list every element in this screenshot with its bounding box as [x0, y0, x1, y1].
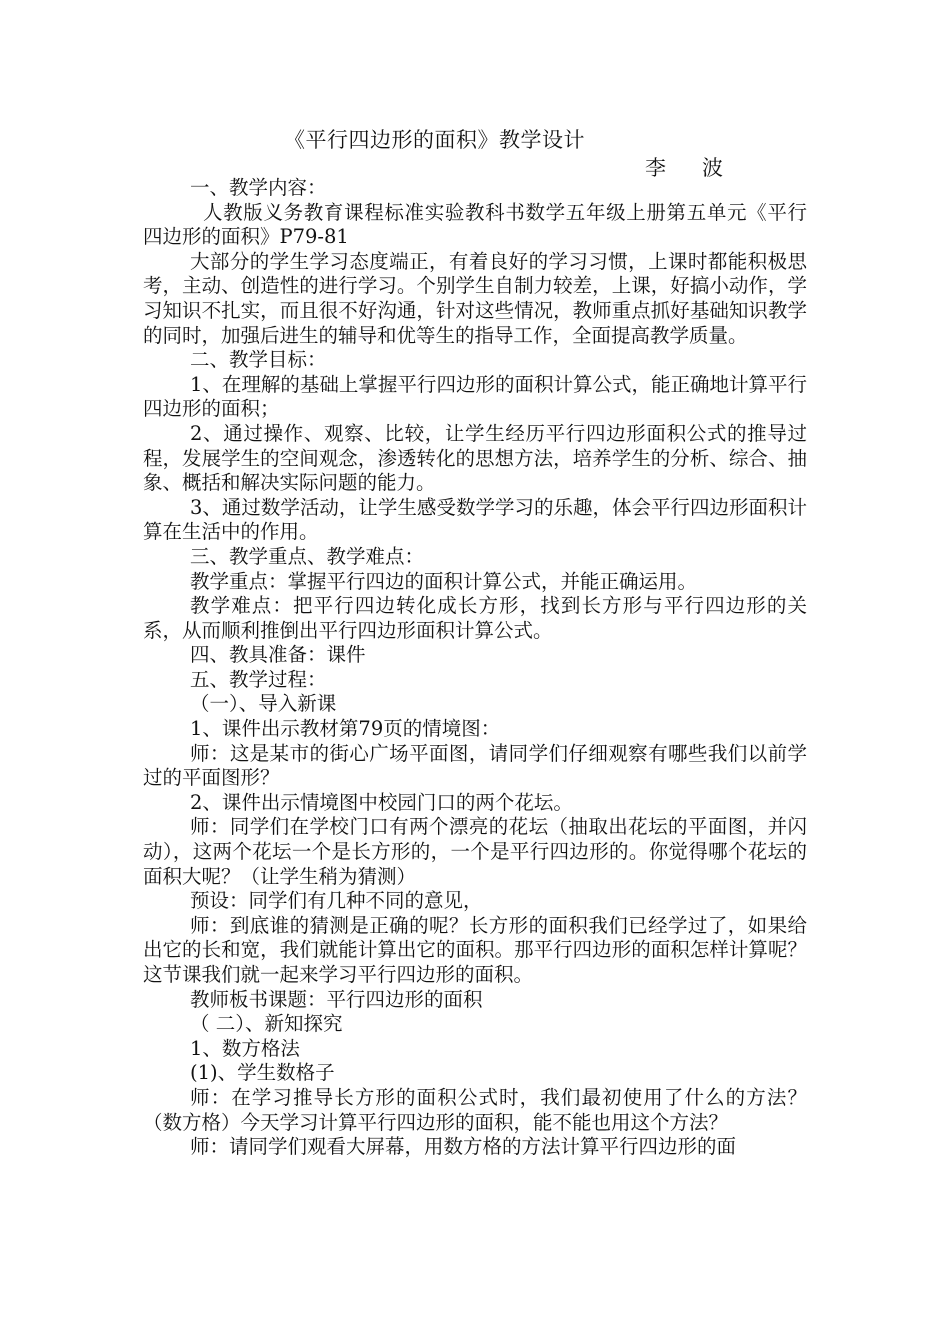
- paragraph: 大部分的学生学习态度端正，有着良好的学习习惯，上课时都能积极思考，主动、创造性的进行学习。个别学生自制力较差，上课，好搞小动作，学习知识不扎实，而且很不好沟通，针对这些情况，教师重点抓好基础知识教学的同时，加强后进生的辅导和优等生的指导工作，全面提高教学质量。: [143, 249, 807, 347]
- paragraph: 师：请同学们观看大屏幕，用数方格的方法计算平行四边形的面: [190, 1135, 737, 1159]
- paragraph: 五、教学过程：: [190, 667, 327, 691]
- paragraph: 三、教学重点、教学难点：: [190, 544, 425, 568]
- paragraph: 2、通过操作、观察、比较，让学生经历平行四边形面积公式的推导过程，发展学生的空间观念，渗透转化的思想方法，培养学生的分析、综合、抽象、概括和解决实际问题的能力。: [143, 421, 807, 495]
- paragraph: 师：在学习推导长方形的面积公式时，我们最初使用了什么的方法？（数方格）今天学习计算平行四边形的面积，能不能也用这个方法？: [143, 1085, 807, 1134]
- document-title: 《平行四边形的面积》教学设计: [284, 128, 585, 152]
- document-body: [143, 176, 807, 1160]
- paragraph: 1、课件出示教材第79页的情境图：: [190, 717, 501, 741]
- paragraph: 教师板书课题：平行四边形的面积: [190, 987, 483, 1011]
- paragraph: 1、在理解的基础上掌握平行四边形的面积计算公式，能正确地计算平行四边形的面积；: [143, 372, 807, 421]
- paragraph: 师：到底谁的猜测是正确的呢？长方形的面积我们已经学过了，如果给出它的长和宽，我们就能计算出它的面积。那平行四边形的面积怎样计算呢？这节课我们就一起来学习平行四边形的面积。: [143, 913, 807, 986]
- paragraph: 二、教学目标：: [190, 348, 327, 372]
- paragraph: 3、通过数学活动，让学生感受数学学习的乐趣，体会平行四边形面积计算在生活中的作用。: [143, 495, 807, 544]
- paragraph: 师：这是某市的街心广场平面图，请同学们仔细观察有哪些我们以前学过的平面图形？: [143, 741, 807, 790]
- paragraph: （ 二）、新知探究: [190, 1012, 343, 1036]
- paragraph: 教学难点：把平行四边转化成长方形，找到长方形与平行四边形的关系，从而顺利推倒出平行四边形面积计算公式。: [143, 594, 807, 642]
- paragraph: 1、数方格法: [190, 1036, 300, 1060]
- paragraph: 师：同学们在学校门口有两个漂亮的花坛（抽取出花坛的平面图，并闪动），这两个花坛一个是长方形的，一个是平行四边形的。你觉得哪个花坛的面积大呢？（让学生稍为猜测）: [143, 815, 807, 888]
- paragraph: 人教版义务教育课程标准实验教科书数学五年级上册第五单元《平行四边形的面积》P79-81: [143, 200, 807, 249]
- paragraph: (1)、学生数格子: [190, 1061, 335, 1085]
- paragraph: 教学重点：掌握平行四边的面积计算公式，并能正确运用。: [190, 569, 698, 593]
- paragraph: 一、教学内容：: [190, 176, 327, 199]
- paragraph: 2、课件出示情境图中校园门口的两个花坛。: [190, 790, 573, 814]
- paragraph: （一）、导入新课: [190, 692, 337, 716]
- author-first: 李: [645, 156, 666, 180]
- paragraph: 四、教具准备：课件: [190, 643, 366, 667]
- author-last: 波: [702, 156, 723, 180]
- paragraph: 预设：同学们有几种不同的意见，: [190, 889, 483, 913]
